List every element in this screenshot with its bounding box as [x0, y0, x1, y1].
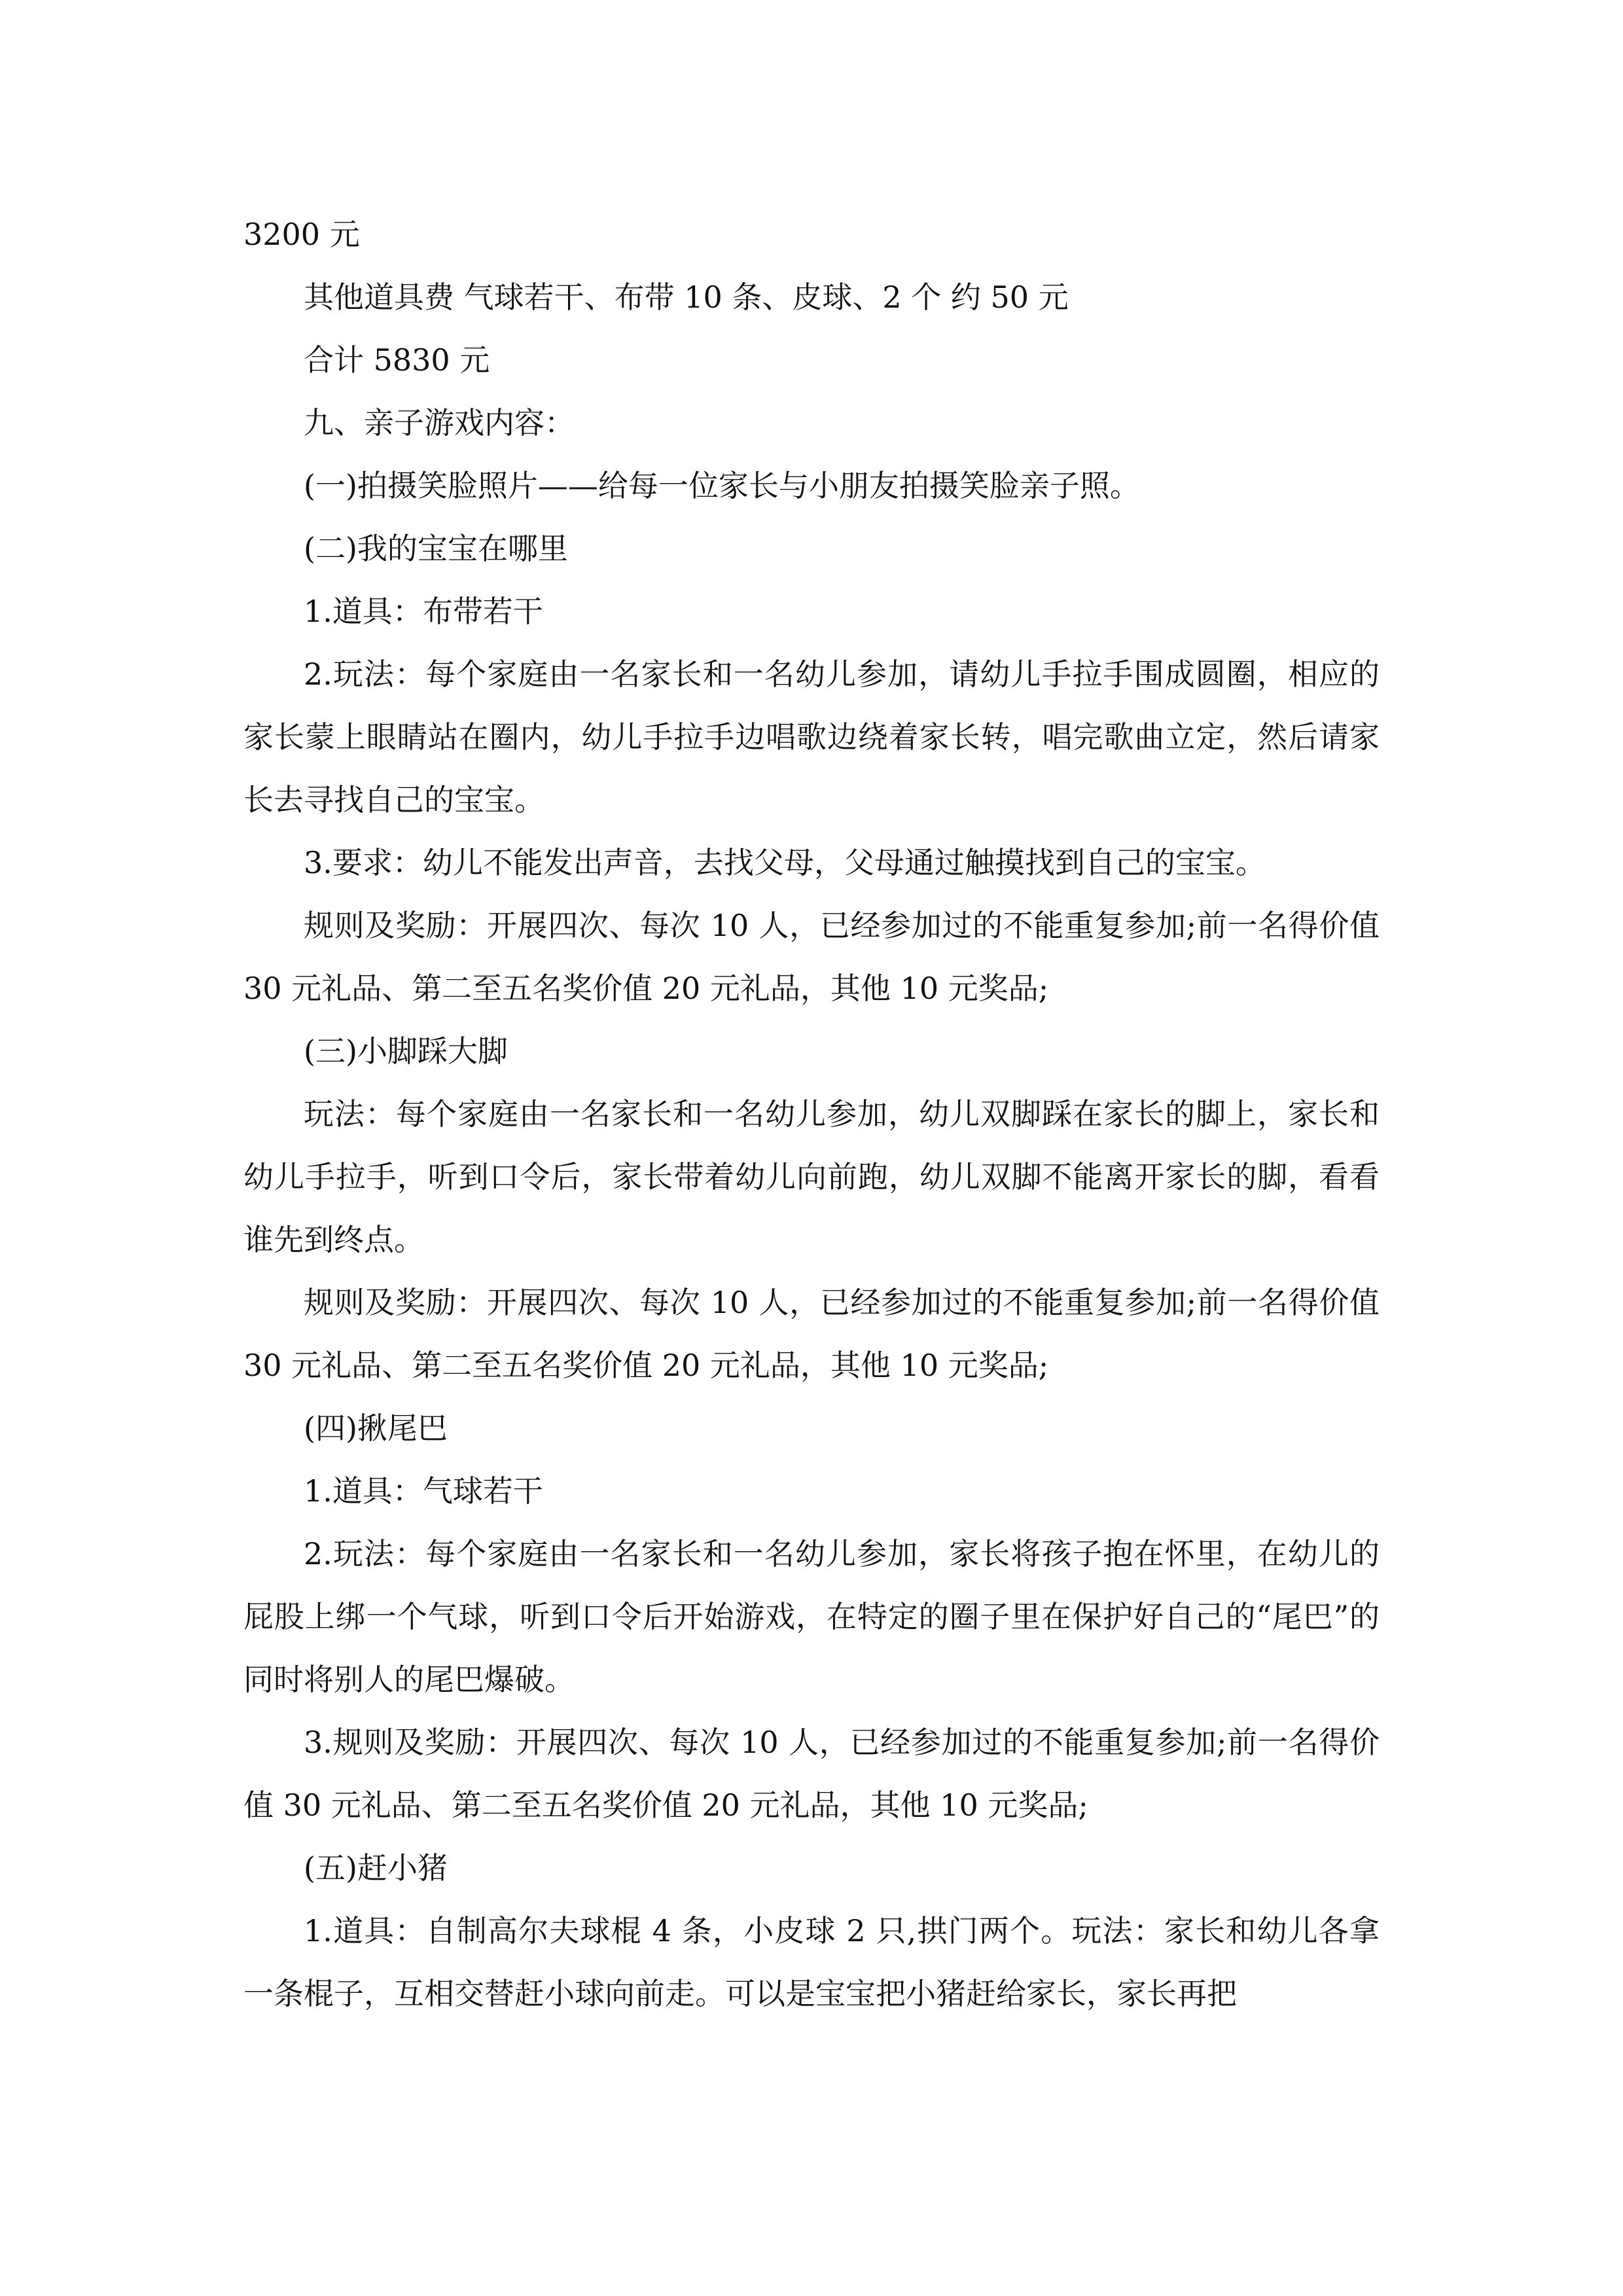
game-2-props: 1.道具：布带若干	[304, 594, 543, 629]
paragraph-total-cost: 合计 5830 元	[304, 342, 490, 378]
game-2-requirements: 3.要求：幼儿不能发出声音，去找父母，父母通过触摸找到自己的宝宝。	[304, 845, 1266, 880]
paragraph-budget-carryover: 3200 元	[243, 217, 360, 252]
game-2-title: (二)我的宝宝在哪里	[304, 531, 568, 566]
game-5-props-rules: 1.道具：自制高尔夫球棍 4 条，小皮球 2 只,拱门两个。玩法：家长和幼儿各拿一条棍子，互相交替赶小球向前走。可以是宝宝把小猪赶给家长，家长再把	[243, 1913, 1380, 2011]
game-4-title: (四)揪尾巴	[304, 1410, 448, 1446]
game-2-awards: 规则及奖励：开展四次、每次 10 人，已经参加过的不能重复参加;前一名得价值 30 元礼品、第二至五名奖价值 20 元礼品，其他 10 元奖品;	[243, 908, 1380, 1006]
document-body	[243, 203, 1380, 2025]
game-3-title: (三)小脚踩大脚	[304, 1033, 508, 1069]
game-3-awards: 规则及奖励：开展四次、每次 10 人，已经参加过的不能重复参加;前一名得价值 30 元礼品、第二至五名奖价值 20 元礼品，其他 10 元奖品;	[243, 1285, 1380, 1383]
section-heading-games: 九、亲子游戏内容：	[304, 405, 575, 440]
paragraph-other-props-cost: 其他道具费 气球若干、布带 10 条、皮球、2 个 约 50 元	[304, 279, 1069, 315]
game-4-rules: 2.玩法：每个家庭由一名家长和一名幼儿参加，家长将孩子抱在怀里，在幼儿的屁股上绑一个气球，听到口令后开始游戏，在特定的圈子里在保护好自己的“尾巴”的同时将别人的尾巴爆破。	[243, 1536, 1380, 1697]
game-4-props: 1.道具：气球若干	[304, 1473, 543, 1509]
game-2-rules: 2.玩法：每个家庭由一名家长和一名幼儿参加，请幼儿手拉手围成圆圈，相应的家长蒙上眼睛站在圈内，幼儿手拉手边唱歌边绕着家长转，唱完歌曲立定，然后请家长去寻找自己的宝宝。	[243, 656, 1380, 817]
game-1-title: (一)拍摄笑脸照片——给每一位家长与小朋友拍摄笑脸亲子照。	[304, 468, 1140, 503]
game-5-title: (五)赶小猪	[304, 1850, 448, 1886]
game-4-awards: 3.规则及奖励：开展四次、每次 10 人，已经参加过的不能重复参加;前一名得价值 30 元礼品、第二至五名奖价值 20 元礼品，其他 10 元奖品;	[243, 1725, 1380, 1823]
game-3-rules: 玩法：每个家庭由一名家长和一名幼儿参加，幼儿双脚踩在家长的脚上，家长和幼儿手拉手，听到口令后，家长带着幼儿向前跑，幼儿双脚不能离开家长的脚，看看谁先到终点。	[243, 1096, 1380, 1257]
